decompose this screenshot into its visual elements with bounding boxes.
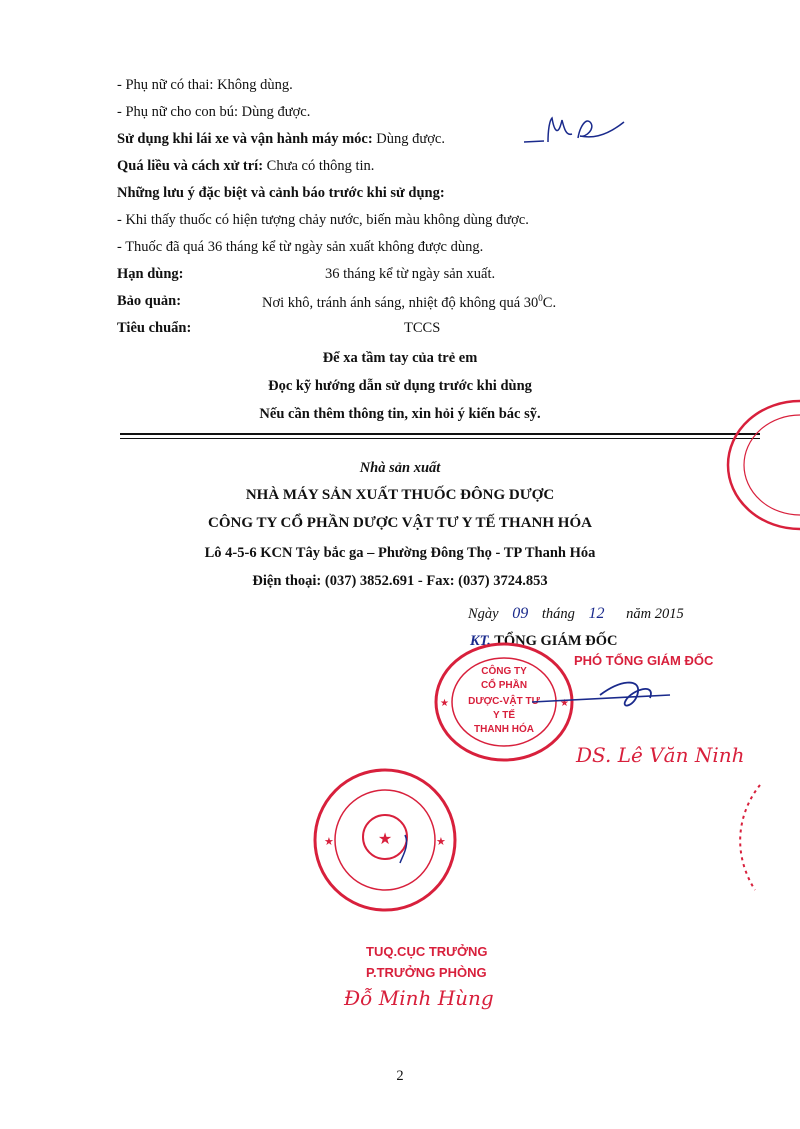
partial-stamp-right xyxy=(718,395,800,535)
driving-label: Sử dụng khi lái xe và vận hành máy móc: xyxy=(117,131,373,147)
date-prefix: Ngày xyxy=(468,606,499,622)
initials-signature-icon xyxy=(520,108,630,153)
notice-ask-doctor: Nếu cần thêm thông tin, xin hỏi ý kiến bác sỹ. xyxy=(259,406,541,422)
stamp-line-4: Y TẾ xyxy=(492,710,516,721)
ministry-title-2: P.TRƯỞNG PHÒNG xyxy=(366,965,487,980)
warning-1: - Khi thấy thuốc có hiện tượng chảy nước, biến màu không dùng được. xyxy=(117,212,529,228)
stamp-line-3: DƯỢC-VẬT TƯ xyxy=(468,696,540,707)
storage-value xyxy=(262,293,556,312)
manufacturer-contact: Điện thoại: (037) 3852.691 - Fax: (037) 3724.853 xyxy=(252,573,548,589)
svg-text:★: ★ xyxy=(440,698,449,709)
ministry-title-1: TUQ.CỤC TRƯỞNG xyxy=(366,944,488,959)
standard-label: Tiêu chuẩn: xyxy=(117,320,192,336)
storage-degree: 0 xyxy=(538,293,543,303)
manufacturer-label: Nhà sản xuất xyxy=(359,460,441,476)
storage-unit: C. xyxy=(542,294,557,311)
director-prefix: KT. xyxy=(470,633,491,649)
deputy-name: DS. Lê Văn Ninh xyxy=(576,743,745,767)
stamp-line-2: CỔ PHẦN xyxy=(480,680,528,691)
line-overdose xyxy=(117,158,374,175)
storage-label: Bảo quản: xyxy=(117,293,182,309)
deputy-signature-icon xyxy=(530,670,680,720)
date-month: 12 xyxy=(588,605,605,622)
page-number: 2 xyxy=(396,1068,404,1084)
divider-thick xyxy=(120,433,760,435)
svg-text:★: ★ xyxy=(436,835,446,848)
notice-children: Để xa tầm tay của trẻ em xyxy=(322,350,478,366)
storage-text: Nơi khô, tránh ánh sáng, nhiệt độ không quá 30 xyxy=(262,294,539,311)
ministry-stamp xyxy=(310,765,460,915)
standard-value: TCCS xyxy=(404,320,441,336)
svg-text:★: ★ xyxy=(377,829,393,848)
expiry-label: Hạn dùng: xyxy=(117,266,184,282)
director-title-text: TỔNG GIÁM ĐỐC xyxy=(494,633,618,649)
expiry-value: 36 tháng kể từ ngày sản xuất. xyxy=(325,266,496,282)
driving-value: Dùng được. xyxy=(372,131,445,147)
date-line xyxy=(468,605,684,623)
warning-2: - Thuốc đã quá 36 tháng kể từ ngày sản xuất không được dùng. xyxy=(117,239,484,255)
line-breastfeeding: - Phụ nữ cho con bú: Dùng được. xyxy=(117,104,311,120)
svg-text:★: ★ xyxy=(560,698,569,709)
deputy-title: PHÓ TỔNG GIÁM ĐỐC xyxy=(574,653,714,668)
line-driving xyxy=(117,131,445,148)
manufacturer-factory: NHÀ MÁY SẢN XUẤT THUỐC ĐÔNG DƯỢC xyxy=(245,487,555,503)
date-year: năm 2015 xyxy=(626,606,684,622)
line-pregnant: - Phụ nữ có thai: Không dùng. xyxy=(117,77,293,93)
manufacturer-company: CÔNG TY CỔ PHẦN DƯỢC VẬT TƯ Y TẾ THANH HÓA xyxy=(208,515,592,531)
overdose-value: Chưa có thông tin. xyxy=(263,158,375,174)
svg-text:★: ★ xyxy=(324,835,334,848)
stamp-line-5: THANH HÓA xyxy=(474,724,534,735)
manufacturer-address: Lô 4-5-6 KCN Tây bắc ga – Phường Đông Thọ - TP Thanh Hóa xyxy=(204,545,596,561)
stamp-line-1: CÔNG TY xyxy=(481,666,527,677)
date-month-label: tháng xyxy=(541,606,575,622)
overdose-label: Quá liều và cách xử trí: xyxy=(117,158,264,174)
notice-read-guide: Đọc kỹ hướng dẫn sử dụng trước khi dùng xyxy=(268,378,532,394)
divider-thin xyxy=(120,438,760,439)
partial-stamp-lower-right xyxy=(700,780,800,900)
warnings-heading: Những lưu ý đặc biệt và cảnh báo trước khi sử dụng: xyxy=(117,185,445,201)
date-day: 09 xyxy=(512,605,529,622)
ministry-name: Đỗ Minh Hùng xyxy=(344,986,494,1010)
